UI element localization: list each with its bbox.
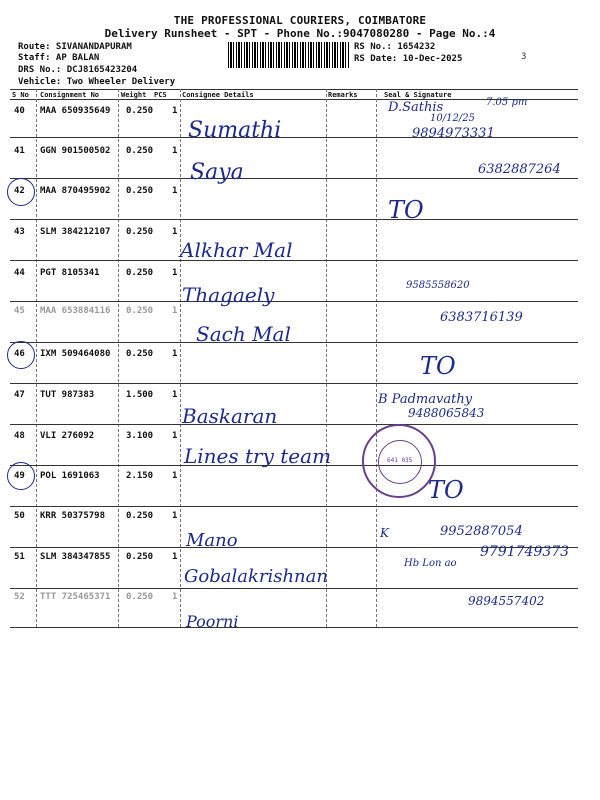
handwritten-name: Thagaely <box>182 283 275 307</box>
handwritten-mark: TO <box>420 352 456 380</box>
row-pcs: 1 <box>172 106 178 116</box>
row-sno: 41 <box>14 146 25 156</box>
handwritten-name: Gobalakrishnan <box>184 566 328 587</box>
row-consignment: GGN 901500502 <box>40 146 111 156</box>
barcode <box>228 42 350 68</box>
row-rule <box>10 260 578 261</box>
row-weight: 0.250 <box>126 306 154 316</box>
handwritten-phone: 9488065843 <box>408 406 485 420</box>
col-header-pcs: PCS <box>154 91 167 99</box>
sno-circle-mark <box>7 178 35 206</box>
vehicle-label: Vehicle: Two Wheeler Delivery <box>18 77 176 87</box>
company-title: THE PROFESSIONAL COURIERS, COIMBATORE <box>173 14 427 27</box>
row-consignment: MAA 650935649 <box>40 106 111 116</box>
row-rule <box>10 506 578 507</box>
row-sno: 48 <box>14 431 25 441</box>
row-pcs: 1 <box>172 592 178 602</box>
row-pcs: 1 <box>172 471 178 481</box>
row-weight: 0.250 <box>126 592 154 602</box>
row-sno: 50 <box>14 511 25 521</box>
row-pcs: 1 <box>172 552 178 562</box>
handwritten-name: Poorni <box>186 612 239 631</box>
col-header-sno: S No <box>12 91 29 99</box>
row-rule <box>10 178 578 179</box>
row-weight: 0.250 <box>126 106 154 116</box>
row-consignment: MAA 870495902 <box>40 186 111 196</box>
row-sno: 45 <box>14 306 25 316</box>
row-rule <box>10 301 578 302</box>
row-sno: 52 <box>14 592 25 602</box>
table-top-rule <box>10 89 578 90</box>
row-pcs: 1 <box>172 306 178 316</box>
row-rule <box>10 588 578 589</box>
handwritten-signature: K <box>380 526 389 540</box>
row-pcs: 1 <box>172 186 178 196</box>
handwritten-signature: B Padmavathy <box>378 392 473 407</box>
row-weight: 0.250 <box>126 511 154 521</box>
row-pcs: 1 <box>172 431 178 441</box>
sno-circle-mark <box>7 341 35 369</box>
handwritten-name: Baskaran <box>182 404 278 428</box>
row-consignment: PGT 8105341 <box>40 268 100 278</box>
row-sno: 51 <box>14 552 25 562</box>
handwritten-name: Mano <box>186 530 238 551</box>
col-header-remarks: Remarks <box>328 91 358 99</box>
handwritten-phone: 9894557402 <box>468 594 545 608</box>
handwritten-mark: TO <box>428 476 464 504</box>
row-weight: 0.250 <box>126 349 154 359</box>
handwritten-phone: 6382887264 <box>478 162 561 177</box>
row-consignment: IXM 509464080 <box>40 349 111 359</box>
row-sno: 42 <box>14 186 25 196</box>
route-label: Route: SIVANANDAPURAM <box>18 42 132 52</box>
handwritten-phone: 9952887054 <box>440 524 523 539</box>
col-header-weight: Weight <box>121 91 147 99</box>
row-rule <box>10 424 578 425</box>
row-weight: 0.250 <box>126 268 154 278</box>
row-sno: 49 <box>14 471 25 481</box>
row-sno: 44 <box>14 268 25 278</box>
runsheet-subtitle: Delivery Runsheet - SPT - Phone No.:9047080280 - Page No.:4 <box>104 27 496 40</box>
handwritten-name: Sach Mal <box>196 322 291 346</box>
row-pcs: 1 <box>172 511 178 521</box>
row-weight: 2.150 <box>126 471 154 481</box>
drs-label: DRS No.: DCJ8165423204 <box>18 65 138 75</box>
row-pcs: 1 <box>172 268 178 278</box>
row-consignment: SLM 384347855 <box>40 552 111 562</box>
handwritten-signature: D.Sathis <box>388 100 444 115</box>
handwritten-mark: TO <box>388 196 424 224</box>
handwritten-name: Sumathi <box>188 118 282 143</box>
staff-label: Staff: AP BALAN <box>18 53 100 63</box>
delivery-stamp <box>362 424 436 498</box>
row-sno: 43 <box>14 227 25 237</box>
row-sno: 40 <box>14 106 25 116</box>
rs-number: RS No.: 1654232 <box>354 42 436 52</box>
handwritten-phone: 6383716139 <box>440 310 523 325</box>
row-sno: 46 <box>14 349 25 359</box>
handwritten-date: 10/12/25 <box>430 113 475 124</box>
col-header-consignment: Consignment No <box>40 91 100 99</box>
row-weight: 0.250 <box>126 186 154 196</box>
row-consignment: MAA 653884116 <box>40 306 111 316</box>
table-bottom-rule <box>10 627 578 628</box>
handwritten-note: Hb Lon ao <box>404 558 457 569</box>
row-pcs: 1 <box>172 146 178 156</box>
row-weight: 3.100 <box>126 431 154 441</box>
row-consignment: KRR 50375798 <box>40 511 106 521</box>
sno-circle-mark <box>7 462 35 490</box>
row-weight: 0.250 <box>126 552 154 562</box>
handwritten-phone: 9791749373 <box>480 544 570 560</box>
stamp-text: 641 035 <box>387 457 413 464</box>
row-weight: 0.250 <box>126 146 154 156</box>
rs-date: RS Date: 10-Dec-2025 <box>354 54 463 64</box>
handwritten-phone: 9894973331 <box>412 126 495 141</box>
row-pcs: 1 <box>172 390 178 400</box>
handwritten-name: Lines try team <box>184 444 332 468</box>
row-weight: 1.500 <box>126 390 154 400</box>
handwritten-phone: 9585558620 <box>406 280 470 291</box>
row-sno: 47 <box>14 390 25 400</box>
row-pcs: 1 <box>172 227 178 237</box>
col-header-seal: Seal & Signature <box>384 91 452 99</box>
row-consignment: VLI 276092 <box>40 431 95 441</box>
row-rule <box>10 342 578 343</box>
row-consignment: POL 1691063 <box>40 471 100 481</box>
row-consignment: TUT 987383 <box>40 390 95 400</box>
col-header-consignee: Consignee Details <box>182 91 254 99</box>
row-consignment: TTT 725465371 <box>40 592 111 602</box>
handwritten-name: Saya <box>190 160 244 185</box>
handwritten-time: 7.05 pm <box>486 97 528 108</box>
row-rule <box>10 383 578 384</box>
row-pcs: 1 <box>172 349 178 359</box>
row-weight: 0.250 <box>126 227 154 237</box>
handwritten-name: Alkhar Mal <box>180 238 293 262</box>
side-mark: 3 <box>521 52 527 62</box>
row-rule <box>10 219 578 220</box>
row-consignment: SLM 384212107 <box>40 227 111 237</box>
